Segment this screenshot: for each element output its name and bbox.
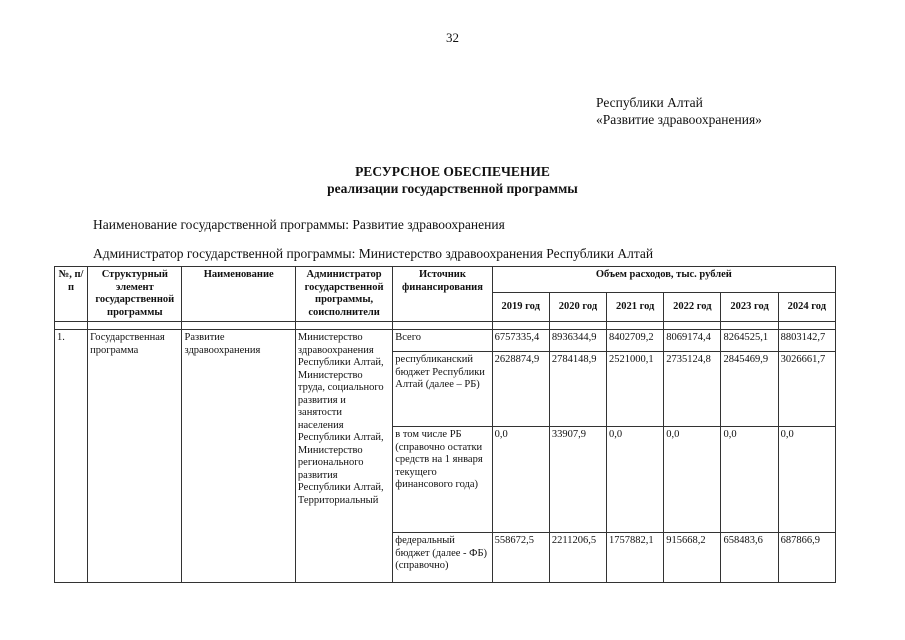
title-line-1: РЕСУРСНОЕ ОБЕСПЕЧЕНИЕ [355,164,550,179]
value-cell: 915668,2 [664,533,721,583]
header-name: Наименование [182,267,295,322]
value-cell: 0,0 [492,427,549,533]
source-label: в том числе РБ (справочно остатки средств на 1 января текущего финансового года) [393,427,492,533]
value-cell: 0,0 [778,427,835,533]
header-admin: Администратор государственной программы, соисполнители [295,267,392,322]
value-cell: 8264525,1 [721,330,778,352]
program-name-line: Наименование государственной программы: Развитие здравоохранения [93,217,505,232]
value-cell: 8803142,7 [778,330,835,352]
header-element: Структурный элемент государственной программы [88,267,182,322]
value-cell: 658483,6 [721,533,778,583]
source-label: Всего [393,330,492,352]
approval-reference [596,94,762,128]
page-number: 32 [446,30,459,45]
value-cell: 2735124,8 [664,352,721,427]
header-source: Источник финансирования [393,267,492,322]
spacer-row [55,322,836,330]
value-cell: 6757335,4 [492,330,549,352]
header-num: №, п/п [55,267,88,322]
program-admin-line: Администратор государственной программы: Министерство здравоохранения Республики Алтай [93,246,654,261]
document-title [0,163,905,197]
value-cell: 0,0 [664,427,721,533]
title-line-2: реализации государственной программы [327,181,578,196]
resource-table [54,266,836,583]
year-header: 2022 год [664,292,721,321]
value-cell: 2845469,9 [721,352,778,427]
table-row [55,330,836,352]
value-cell: 0,0 [607,427,664,533]
value-cell: 687866,9 [778,533,835,583]
row-num: 1. [55,330,88,583]
approval-line-1: Республики Алтай [596,95,703,110]
year-header: 2020 год [549,292,606,321]
value-cell: 2211206,5 [549,533,606,583]
value-cell: 8936344,9 [549,330,606,352]
source-label: республиканский бюджет Республики Алтай (далее – РБ) [393,352,492,427]
value-cell: 2521000,1 [607,352,664,427]
year-header: 2021 год [607,292,664,321]
row-admin: Министерство здравоохранения Республики Алтай, Министерство труда, социального развития и занятости населения Республики Алтай, Министерство регионального развития Республики Алтай, Территориальный [295,330,392,583]
approval-line-2: «Развитие здравоохранения» [596,112,762,127]
row-name: Развитие здравоохранения [182,330,295,583]
value-cell: 2784148,9 [549,352,606,427]
value-cell: 558672,5 [492,533,549,583]
value-cell: 1757882,1 [607,533,664,583]
year-header: 2024 год [778,292,835,321]
year-header: 2019 год [492,292,549,321]
row-element: Государственная программа [88,330,182,583]
value-cell: 3026661,7 [778,352,835,427]
header-row [55,267,836,293]
value-cell: 2628874,9 [492,352,549,427]
year-header: 2023 год [721,292,778,321]
value-cell: 8402709,2 [607,330,664,352]
value-cell: 0,0 [721,427,778,533]
header-volume: Объем расходов, тыс. рублей [492,267,835,293]
value-cell: 8069174,4 [664,330,721,352]
value-cell: 33907,9 [549,427,606,533]
source-label: федеральный бюджет (далее - ФБ) (справочно) [393,533,492,583]
